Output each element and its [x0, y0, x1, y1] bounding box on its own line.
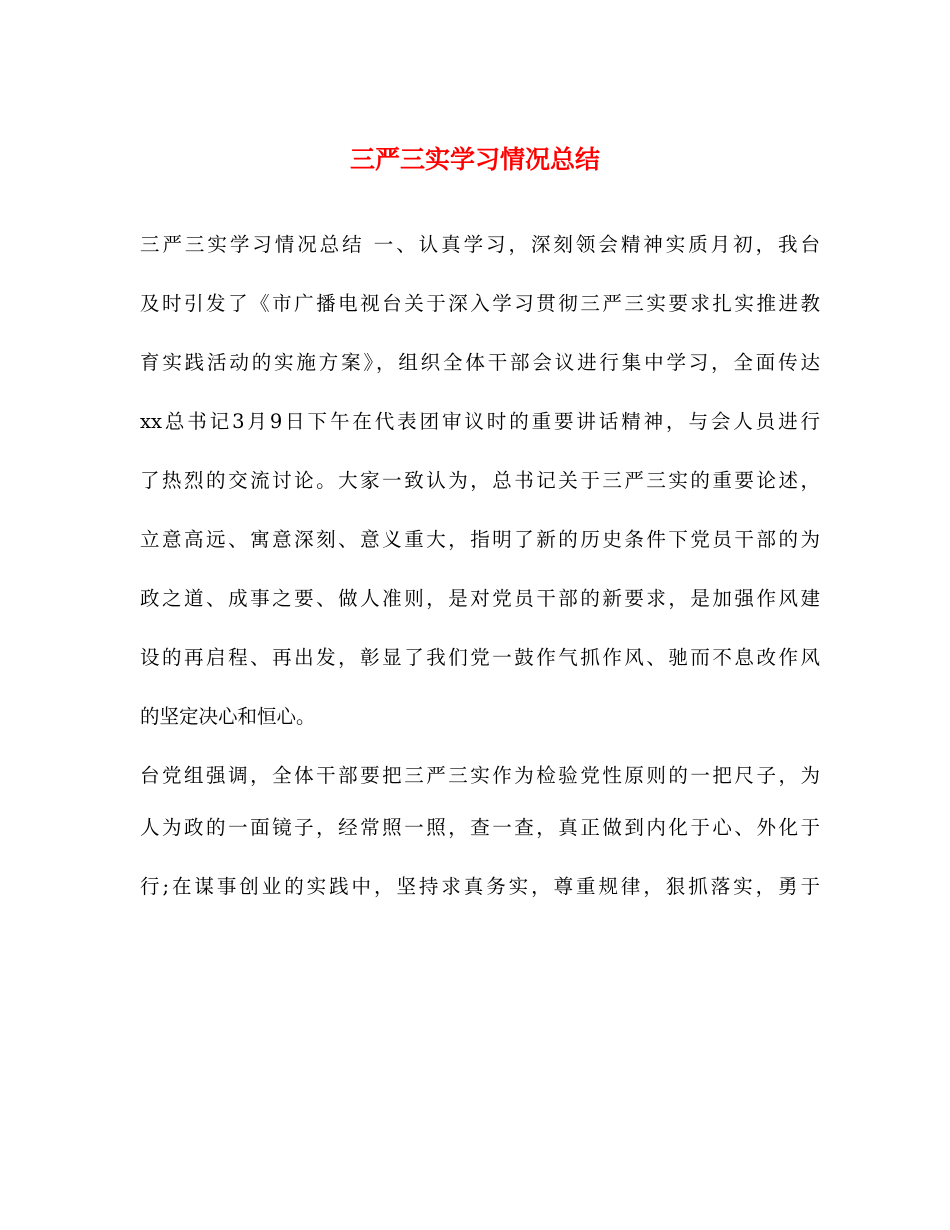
- paragraph-1-line-1: 三严三实学习情况总结 一、认真学习，深刻领会精神实质月初，我台: [140, 233, 820, 256]
- paragraph-1-line-7: 政之道、成事之要、做人准则，是对党员干部的新要求，是加强作风建: [140, 587, 820, 610]
- paragraph-1-line-3: 育实践活动的实施方案》，组织全体干部会议进行集中学习，全面传达: [140, 351, 820, 374]
- paragraph-1-line-6: 立意高远、寓意深刻、意义重大，指明了新的历史条件下党员干部的为: [140, 528, 820, 551]
- paragraph-1-line-9: 的坚定决心和恒心。: [140, 705, 316, 728]
- paragraph-1-line-5: 了热烈的交流讨论。大家一致认为，总书记关于三严三实的重要论述，: [140, 469, 820, 492]
- paragraph-2-line-2: 人为政的一面镜子，经常照一照，查一查，真正做到内化于心、外化于: [140, 816, 820, 839]
- paragraph-1-line-8: 设的再启程、再出发，彰显了我们党一鼓作气抓作风、驰而不息改作风: [140, 646, 820, 669]
- paragraph-1-line-2: 及时引发了《市广播电视台关于深入学习贯彻三严三实要求扎实推进教: [140, 292, 820, 315]
- paragraph-2-line-1: 台党组强调，全体干部要把三严三实作为检验党性原则的一把尺子，为: [140, 764, 820, 787]
- paragraph-1-line-4: xx总书记3月9日下午在代表团审议时的重要讲话精神，与会人员进行: [140, 410, 820, 433]
- paragraph-2-line-3: 行;在谋事创业的实践中，坚持求真务实，尊重规律，狠抓落实，勇于: [140, 875, 820, 898]
- document-title: 三严三实学习情况总结: [349, 145, 600, 174]
